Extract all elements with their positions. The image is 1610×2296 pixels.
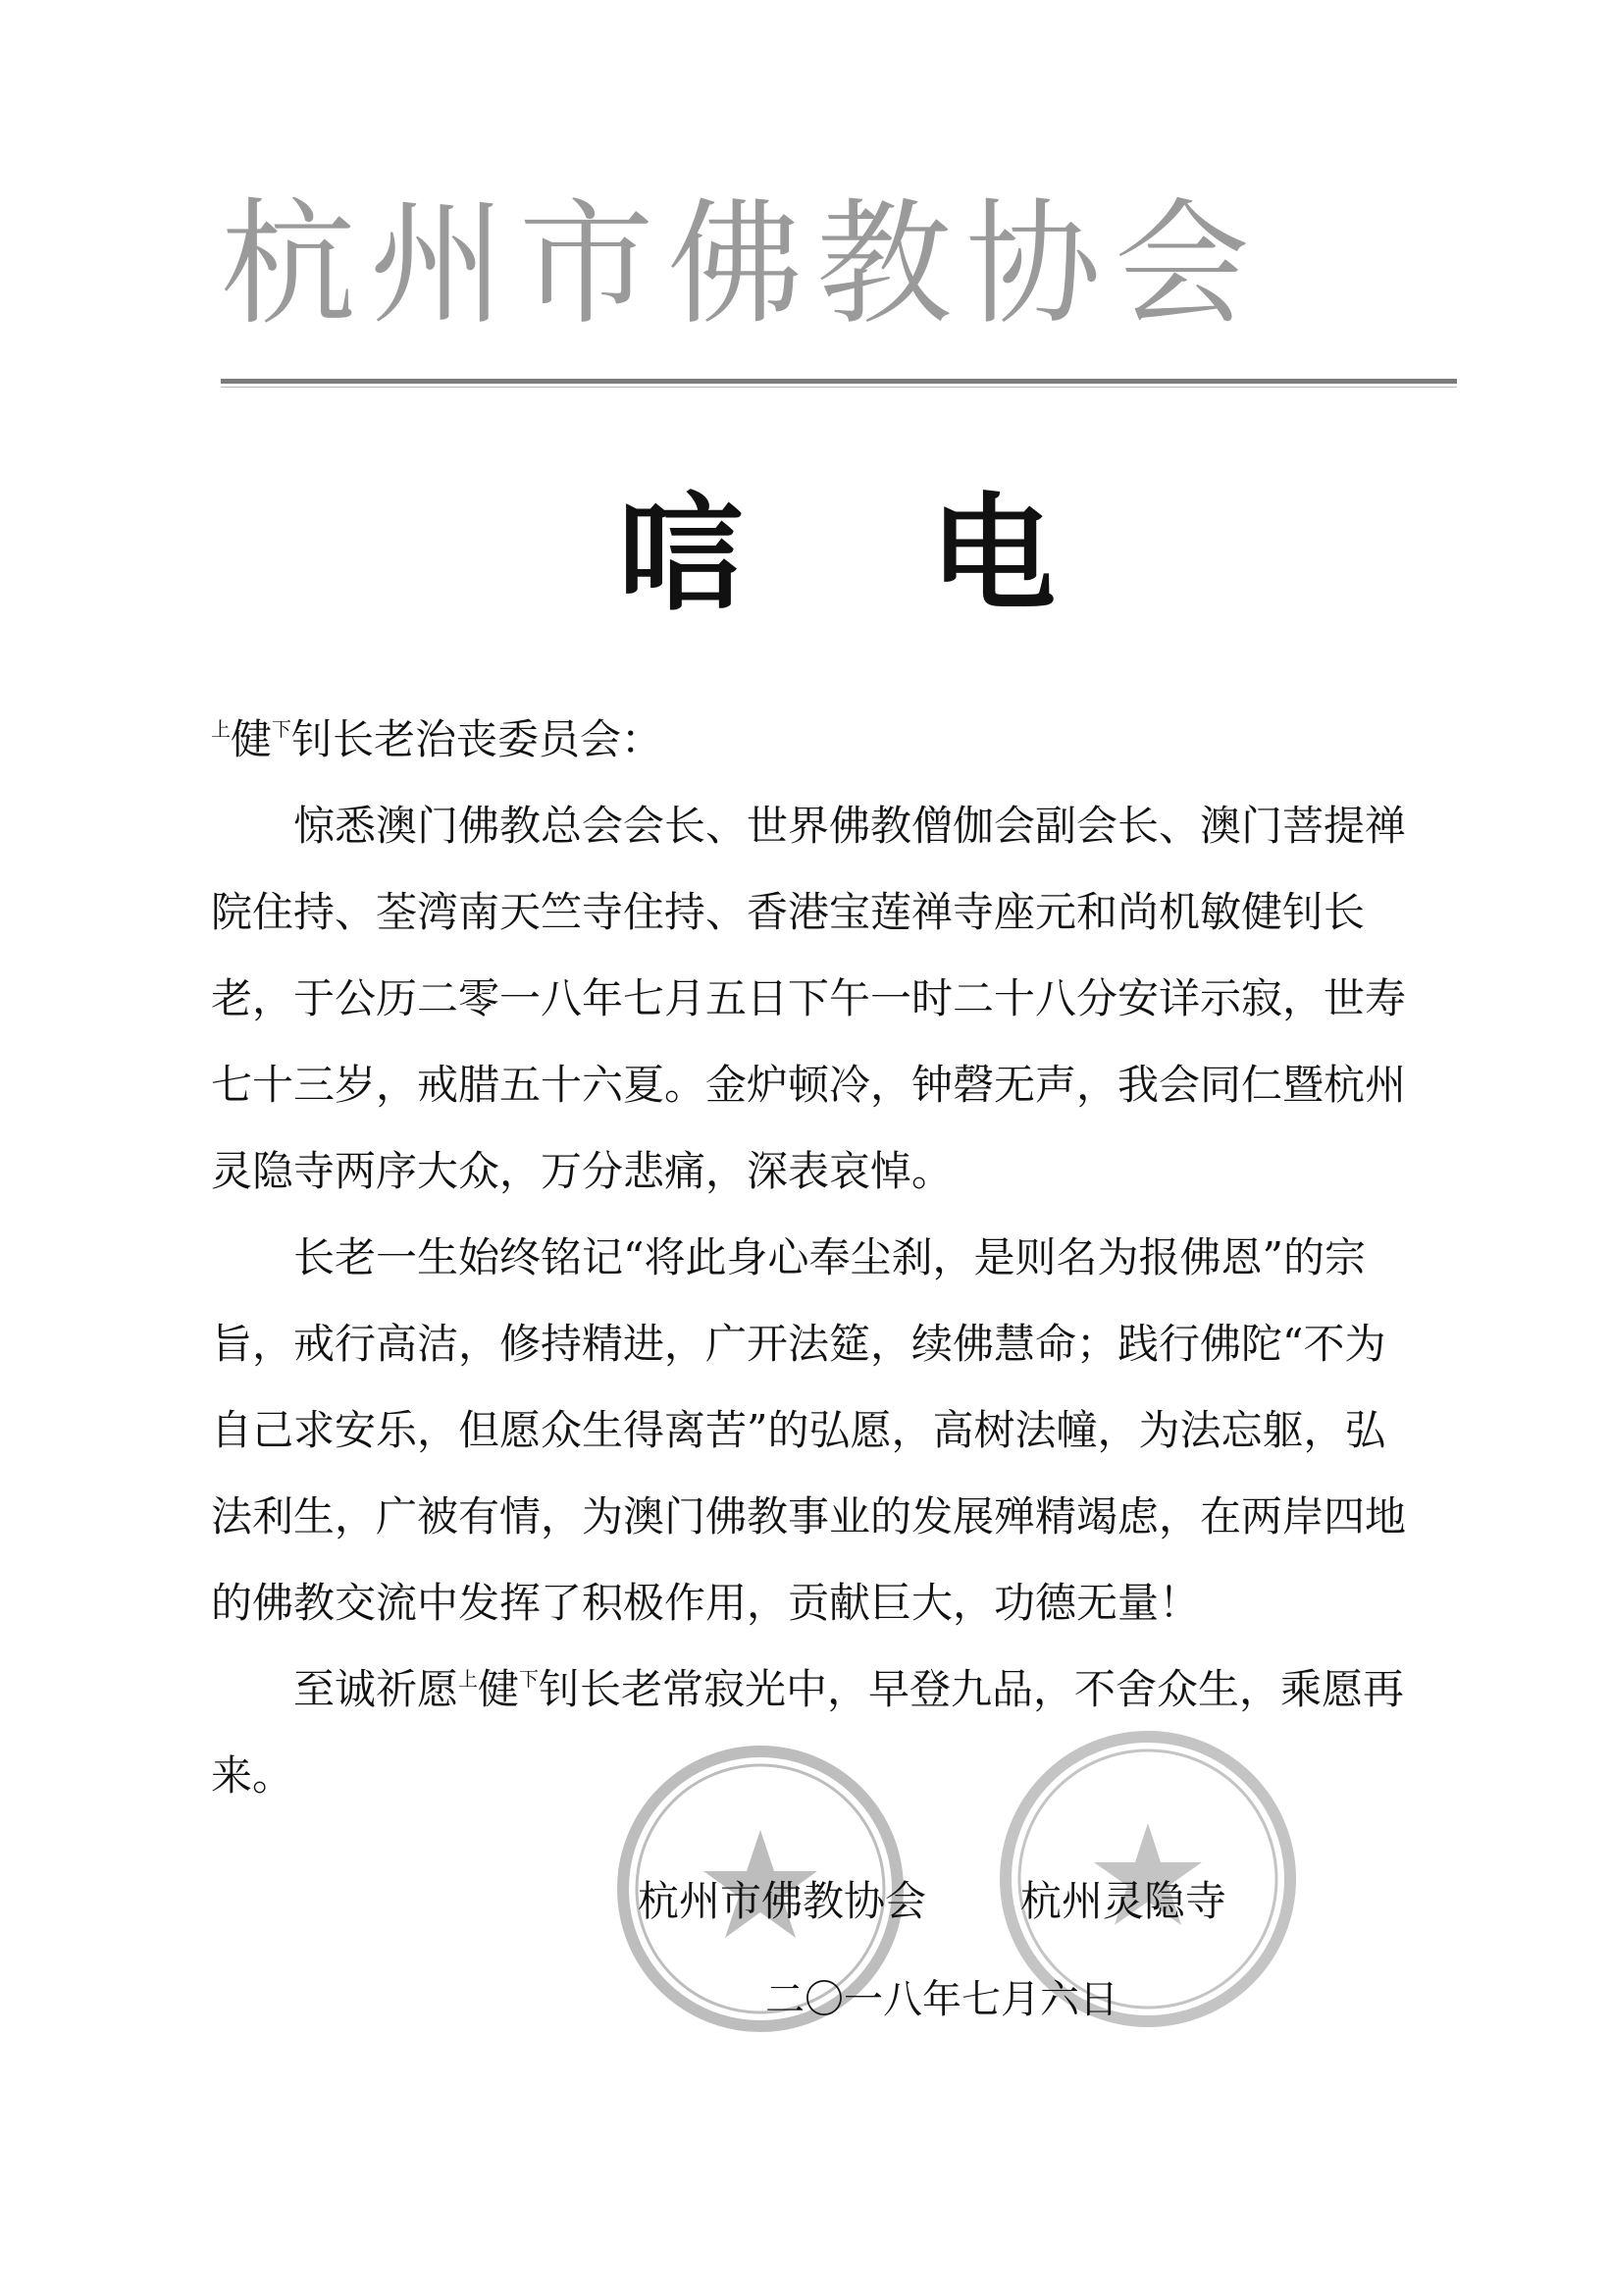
recipient-line <box>211 697 1418 783</box>
letterhead <box>221 167 1398 363</box>
closing-prefix: 至诚祈愿 <box>293 1665 459 1713</box>
recipient-rest: 钊长老治丧委员会： <box>291 715 663 763</box>
letter-body <box>211 697 1418 1819</box>
paragraph-condolence: 惊悉澳门佛教总会会长、世界佛教僧伽会副会长、澳门菩提禅院住持、荃湾南天竺寺住持、香港宝莲禅寺座元和尚机敏健钊长老，于公历二零一八年七月五日下午一时二十八分安详示寂，世寿七十三岁，戒腊五十六夏。金炉顿冷，钟磬无声，我会同仁暨杭州灵隐寺两序大众，万分悲痛，深表哀悼。 <box>211 802 1407 1195</box>
closing-bracket-close: 下 <box>519 1667 540 1691</box>
recipient-name-char: 健 <box>231 715 273 763</box>
letterhead-rule-thin <box>221 387 1457 388</box>
document-title: 唁电 <box>618 481 1242 628</box>
recipient-bracket-open: 上 <box>211 717 231 741</box>
letterhead-organization: 杭州市佛教协会 <box>221 185 1264 343</box>
signature-association: 杭州市佛教协会 <box>638 1877 927 1925</box>
closing-rest: 钊长老常寂光中，早登九品，不舍众生，乘愿再来。 <box>211 1665 1405 1800</box>
closing-bracket-open: 上 <box>458 1667 479 1691</box>
recipient-bracket-close: 下 <box>272 717 292 741</box>
paragraph-tribute: 长老一生始终铭记“将此身心奉尘刹，是则名为报佛恩”的宗旨，戒行高洁，修持精进，广开法筵，续佛慧命；践行佛陀“不为自己求安乐，但愿众生得离苦”的弘愿，高树法幢，为法忘躯，弘法利生，广被有情，为澳门佛教事业的发展殚精竭虑，在两岸四地的佛教交流中发挥了积极作用，贡献巨大，功德无量！ <box>211 1233 1407 1627</box>
closing-line <box>211 1646 1418 1819</box>
closing-name-char: 健 <box>478 1665 520 1713</box>
signature-temple: 杭州灵隐寺 <box>1020 1877 1227 1925</box>
letter-date: 二〇一八年七月六日 <box>765 1977 1118 2022</box>
letterhead-rule <box>221 379 1457 384</box>
